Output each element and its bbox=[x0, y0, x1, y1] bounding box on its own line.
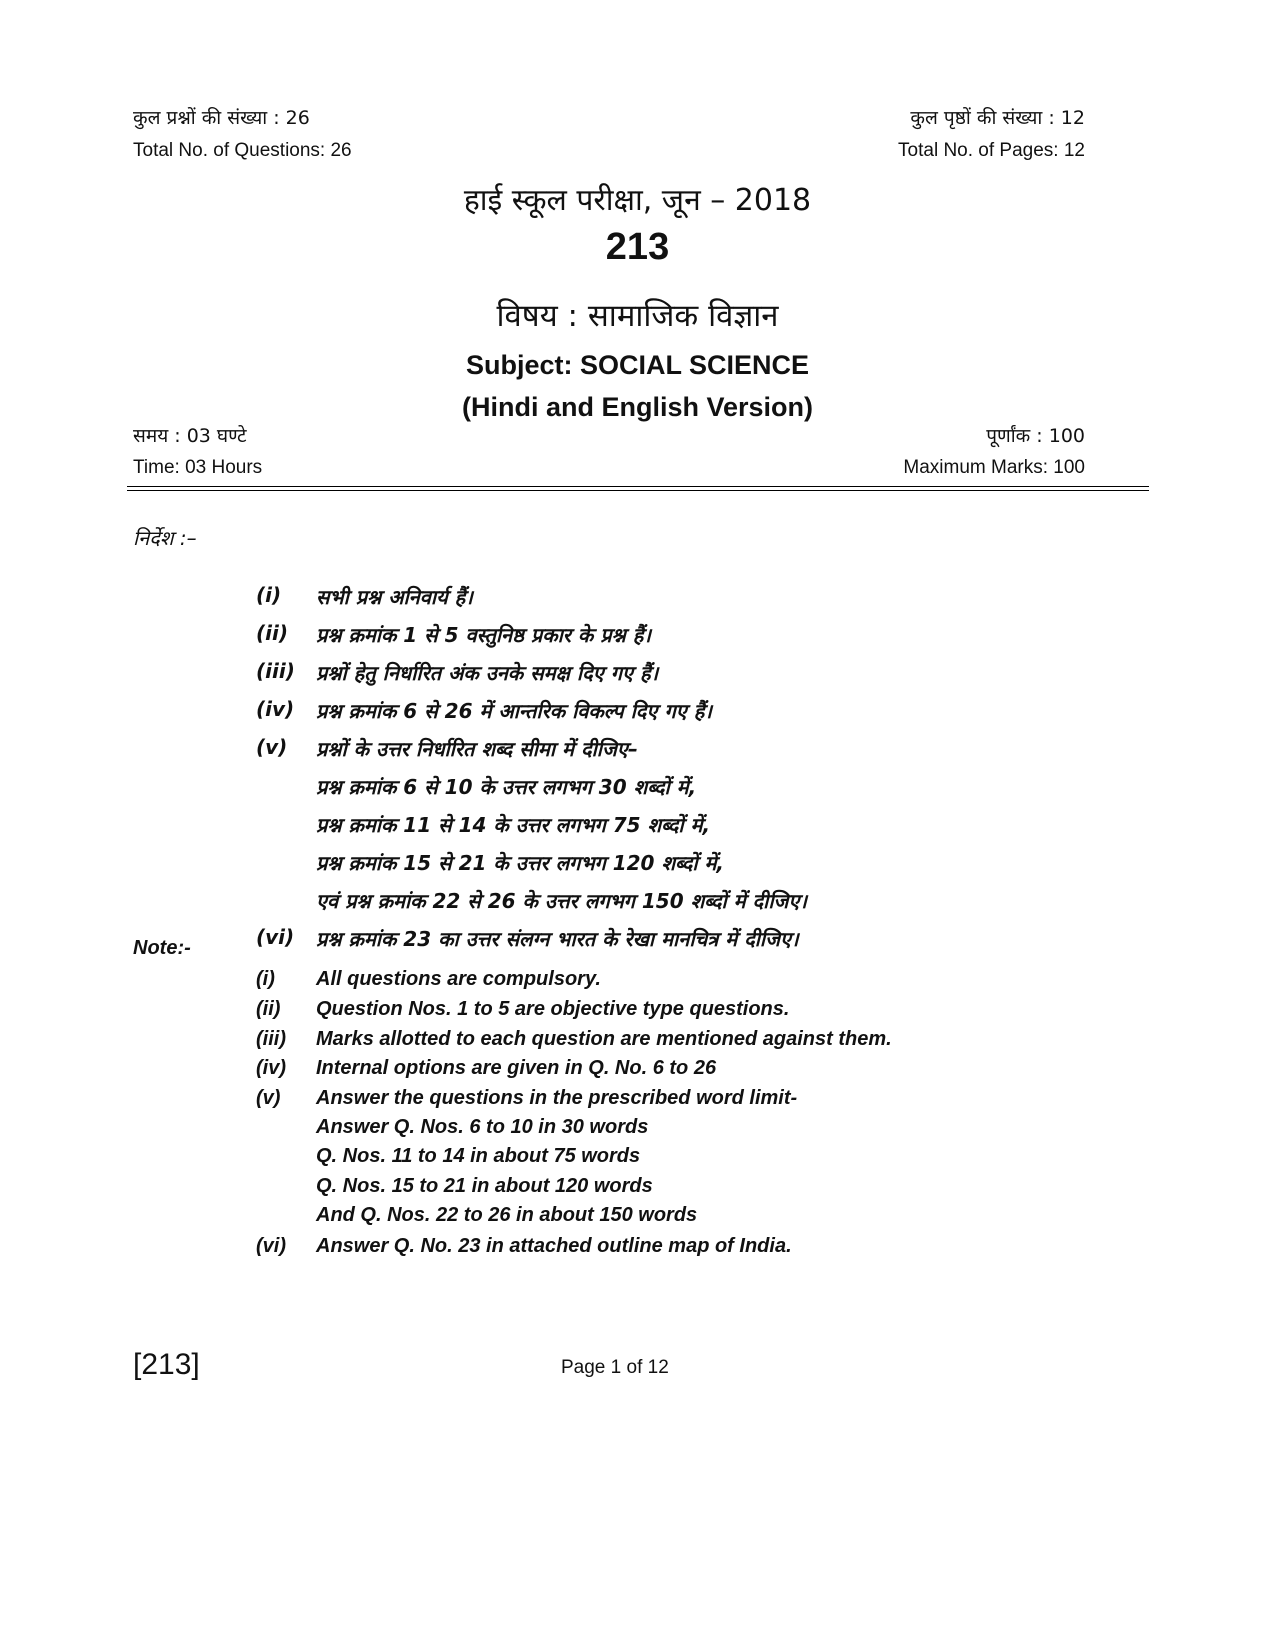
item-text: प्रश्नों हेतु निर्धारित अंक उनके समक्ष दिए गए हैं। bbox=[316, 661, 659, 685]
item-text: प्रश्न क्रमांक 1 से 5 वस्तुनिष्ठ प्रकार के प्रश्न हैं। bbox=[316, 623, 651, 647]
item-text: प्रश्न क्रमांक 6 से 26 में आन्तरिक विकल्प दिए गए हैं। bbox=[316, 699, 712, 723]
item-number: (iii) bbox=[256, 1028, 286, 1050]
subject-hindi: विषय : सामाजिक विज्ञान bbox=[496, 298, 779, 334]
marks-hindi: पूर्णांक : 100 bbox=[986, 425, 1085, 447]
paper-code: 213 bbox=[605, 226, 670, 268]
notes-english-heading: Note:- bbox=[133, 937, 191, 959]
item-text: Internal options are given in Q. No. 6 to 26 bbox=[316, 1057, 717, 1079]
instructions-hindi-heading: निर्देश :– bbox=[133, 526, 197, 550]
item-text: Q. Nos. 15 to 21 in about 120 words bbox=[316, 1175, 653, 1197]
total-questions-english: Total No. of Questions: 26 bbox=[133, 140, 352, 161]
item-text: सभी प्रश्न अनिवार्य हैं। bbox=[316, 585, 473, 609]
item-text: प्रश्नों के उत्तर निर्धारित शब्द सीमा में दीजिए– bbox=[316, 737, 638, 761]
item-text: Answer Q. Nos. 6 to 10 in 30 words bbox=[316, 1116, 649, 1138]
item-text: Question Nos. 1 to 5 are objective type questions. bbox=[316, 998, 790, 1020]
item-number: (i) bbox=[256, 968, 275, 990]
item-number: (vi) bbox=[256, 925, 295, 949]
exam-title: हाई स्कूल परीक्षा, जून – 2018 bbox=[463, 183, 812, 218]
header-divider-bottom bbox=[127, 490, 1149, 491]
item-text: प्रश्न क्रमांक 11 से 14 के उत्तर लगभग 75 शब्दों में, bbox=[316, 813, 711, 837]
time-english: Time: 03 Hours bbox=[133, 457, 263, 478]
item-number: (iv) bbox=[256, 1057, 286, 1079]
header-divider-top bbox=[127, 486, 1149, 487]
marks-english: Maximum Marks: 100 bbox=[903, 457, 1085, 478]
page-number: Page 1 of 12 bbox=[561, 1357, 669, 1378]
item-number: (ii) bbox=[256, 998, 281, 1020]
item-number: (iv) bbox=[256, 697, 295, 721]
item-text: All questions are compulsory. bbox=[316, 968, 601, 990]
item-text: एवं प्रश्न क्रमांक 22 से 26 के उत्तर लगभग 150 शब्दों में दीजिए। bbox=[316, 889, 807, 913]
time-hindi: समय : 03 घण्टे bbox=[133, 425, 247, 447]
item-text: प्रश्न क्रमांक 6 से 10 के उत्तर लगभग 30 शब्दों में, bbox=[316, 775, 697, 799]
item-number: (ii) bbox=[256, 621, 288, 645]
item-text: Answer the questions in the prescribed word limit- bbox=[316, 1087, 798, 1109]
version-label: (Hindi and English Version) bbox=[461, 392, 814, 422]
footer-paper-code: [213] bbox=[133, 1348, 200, 1381]
item-number: (i) bbox=[256, 583, 282, 607]
item-text: Answer Q. No. 23 in attached outline map of India. bbox=[316, 1235, 792, 1257]
total-pages-english: Total No. of Pages: 12 bbox=[898, 140, 1085, 161]
item-number: (v) bbox=[256, 1087, 281, 1109]
item-number: (iii) bbox=[256, 659, 295, 683]
item-text: And Q. Nos. 22 to 26 in about 150 words bbox=[316, 1204, 698, 1226]
subject-english: Subject: SOCIAL SCIENCE bbox=[465, 350, 810, 380]
item-text: Q. Nos. 11 to 14 in about 75 words bbox=[316, 1145, 641, 1167]
item-text: प्रश्न क्रमांक 23 का उत्तर संलग्न भारत के रेखा मानचित्र में दीजिए। bbox=[316, 927, 799, 951]
item-text: प्रश्न क्रमांक 15 से 21 के उत्तर लगभग 120 शब्दों में, bbox=[316, 851, 725, 875]
item-text: Marks allotted to each question are mentioned against them. bbox=[316, 1028, 892, 1050]
item-number: (vi) bbox=[256, 1235, 286, 1257]
total-questions-hindi: कुल प्रश्नों की संख्या : 26 bbox=[133, 107, 310, 129]
item-number: (v) bbox=[256, 735, 288, 759]
total-pages-hindi: कुल पृष्ठों की संख्या : 12 bbox=[910, 107, 1085, 129]
